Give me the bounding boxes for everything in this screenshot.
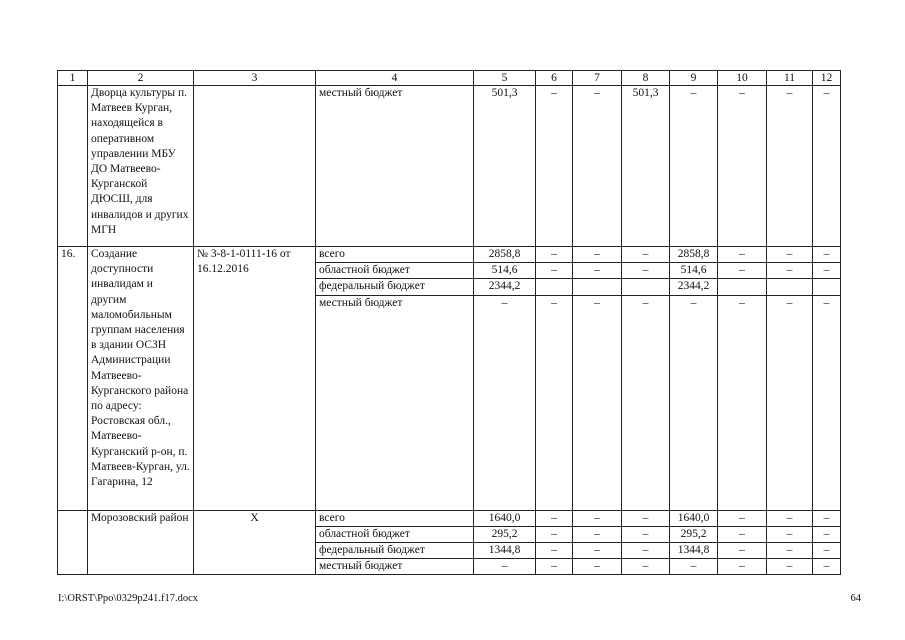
value-cell: – (573, 295, 622, 510)
value-cell: – (536, 263, 573, 279)
value-cell: – (622, 559, 670, 575)
funding-source: областной бюджет (316, 263, 474, 279)
value-cell (573, 279, 622, 295)
col-num: 2 (88, 71, 194, 86)
value-cell: – (767, 247, 813, 263)
value-cell: – (622, 543, 670, 559)
value-cell: – (573, 559, 622, 575)
col-num: 11 (767, 71, 813, 86)
value-cell: 1640,0 (670, 510, 718, 526)
value-cell (536, 279, 573, 295)
value-cell: – (813, 295, 841, 510)
value-cell: – (718, 543, 767, 559)
value-cell: – (813, 559, 841, 575)
funding-source: федеральный бюджет (316, 279, 474, 295)
document-ref: № 3-8-1-0111-16 от 16.12.2016 (194, 247, 316, 511)
value-cell: – (536, 295, 573, 510)
value-cell: 2344,2 (670, 279, 718, 295)
funding-source: областной бюджет (316, 526, 474, 542)
value-cell: 1344,8 (670, 543, 718, 559)
value-cell (622, 279, 670, 295)
col-num: 3 (194, 71, 316, 86)
budget-table (57, 70, 841, 575)
value-cell: – (718, 295, 767, 510)
col-num: 9 (670, 71, 718, 86)
row-number (58, 86, 88, 247)
value-cell: – (474, 559, 536, 575)
budget-table-wrapper (57, 70, 841, 575)
object-name: Дворца культуры п. Матвеев Курган, находящейся в оперативном управлении МБУ ДО Матвеево-Курганской ДЮСШ, для инвалидов и других МГН (88, 86, 194, 247)
col-num: 7 (573, 71, 622, 86)
value-cell: 514,6 (670, 263, 718, 279)
value-cell: – (813, 247, 841, 263)
value-cell: – (536, 543, 573, 559)
value-cell: – (718, 559, 767, 575)
value-cell: – (767, 295, 813, 510)
value-cell: 501,3 (622, 86, 670, 247)
value-cell: – (573, 86, 622, 247)
value-cell: – (622, 510, 670, 526)
value-cell: – (670, 295, 718, 510)
column-number-row (58, 71, 841, 86)
value-cell: – (573, 510, 622, 526)
file-path: I:\ORST\Ppo\0329p241.f17.docx (58, 593, 199, 604)
value-cell: – (622, 295, 670, 510)
funding-source: федеральный бюджет (316, 543, 474, 559)
value-cell: – (813, 510, 841, 526)
value-cell: – (670, 559, 718, 575)
funding-source: местный бюджет (316, 86, 474, 247)
value-cell: – (767, 510, 813, 526)
value-cell: – (536, 247, 573, 263)
object-name: Морозовский район (88, 510, 194, 575)
value-cell: – (622, 247, 670, 263)
value-cell: 2858,8 (670, 247, 718, 263)
funding-source: местный бюджет (316, 559, 474, 575)
value-cell (718, 279, 767, 295)
value-cell: – (536, 559, 573, 575)
value-cell: – (813, 526, 841, 542)
value-cell: – (718, 510, 767, 526)
col-num: 10 (718, 71, 767, 86)
value-cell: – (573, 247, 622, 263)
document-ref: X (194, 510, 316, 575)
value-cell: – (767, 559, 813, 575)
row-number: 16. (58, 247, 88, 511)
table-row (58, 86, 841, 247)
col-num: 1 (58, 71, 88, 86)
value-cell: – (573, 543, 622, 559)
page-number: 64 (850, 593, 861, 604)
object-name: Создание доступности инвалидам и другим маломобильным группам населения в здании ОСЗН Администрации Матвеево-Курганского района по адресу: Ростовская обл., Матвеево-Курганский р-он, п. Матвеев-Курган, ул. Гагарина, 12 (88, 247, 194, 511)
value-cell: – (767, 263, 813, 279)
table-row (58, 247, 841, 263)
table-row (58, 510, 841, 526)
funding-source: всего (316, 510, 474, 526)
value-cell: – (622, 526, 670, 542)
value-cell: – (573, 263, 622, 279)
value-cell (767, 279, 813, 295)
value-cell: – (718, 263, 767, 279)
row-number (58, 510, 88, 575)
value-cell: – (536, 510, 573, 526)
col-num: 8 (622, 71, 670, 86)
value-cell: 1640,0 (474, 510, 536, 526)
value-cell: – (813, 263, 841, 279)
value-cell: 514,6 (474, 263, 536, 279)
funding-source: всего (316, 247, 474, 263)
value-cell: 2344,2 (474, 279, 536, 295)
value-cell: 295,2 (670, 526, 718, 542)
value-cell: – (767, 526, 813, 542)
value-cell: – (718, 247, 767, 263)
value-cell: – (573, 526, 622, 542)
value-cell: 1344,8 (474, 543, 536, 559)
value-cell: – (718, 86, 767, 247)
value-cell: 295,2 (474, 526, 536, 542)
value-cell: – (474, 295, 536, 510)
value-cell: – (813, 543, 841, 559)
value-cell: – (767, 543, 813, 559)
value-cell: – (767, 86, 813, 247)
document-ref (194, 86, 316, 247)
value-cell: – (622, 263, 670, 279)
value-cell: – (718, 526, 767, 542)
col-num: 5 (474, 71, 536, 86)
funding-source: местный бюджет (316, 295, 474, 510)
col-num: 6 (536, 71, 573, 86)
value-cell: 501,3 (474, 86, 536, 247)
col-num: 4 (316, 71, 474, 86)
value-cell: 2858,8 (474, 247, 536, 263)
col-num: 12 (813, 71, 841, 86)
value-cell: – (813, 86, 841, 247)
value-cell: – (670, 86, 718, 247)
value-cell: – (536, 526, 573, 542)
value-cell (813, 279, 841, 295)
value-cell: – (536, 86, 573, 247)
